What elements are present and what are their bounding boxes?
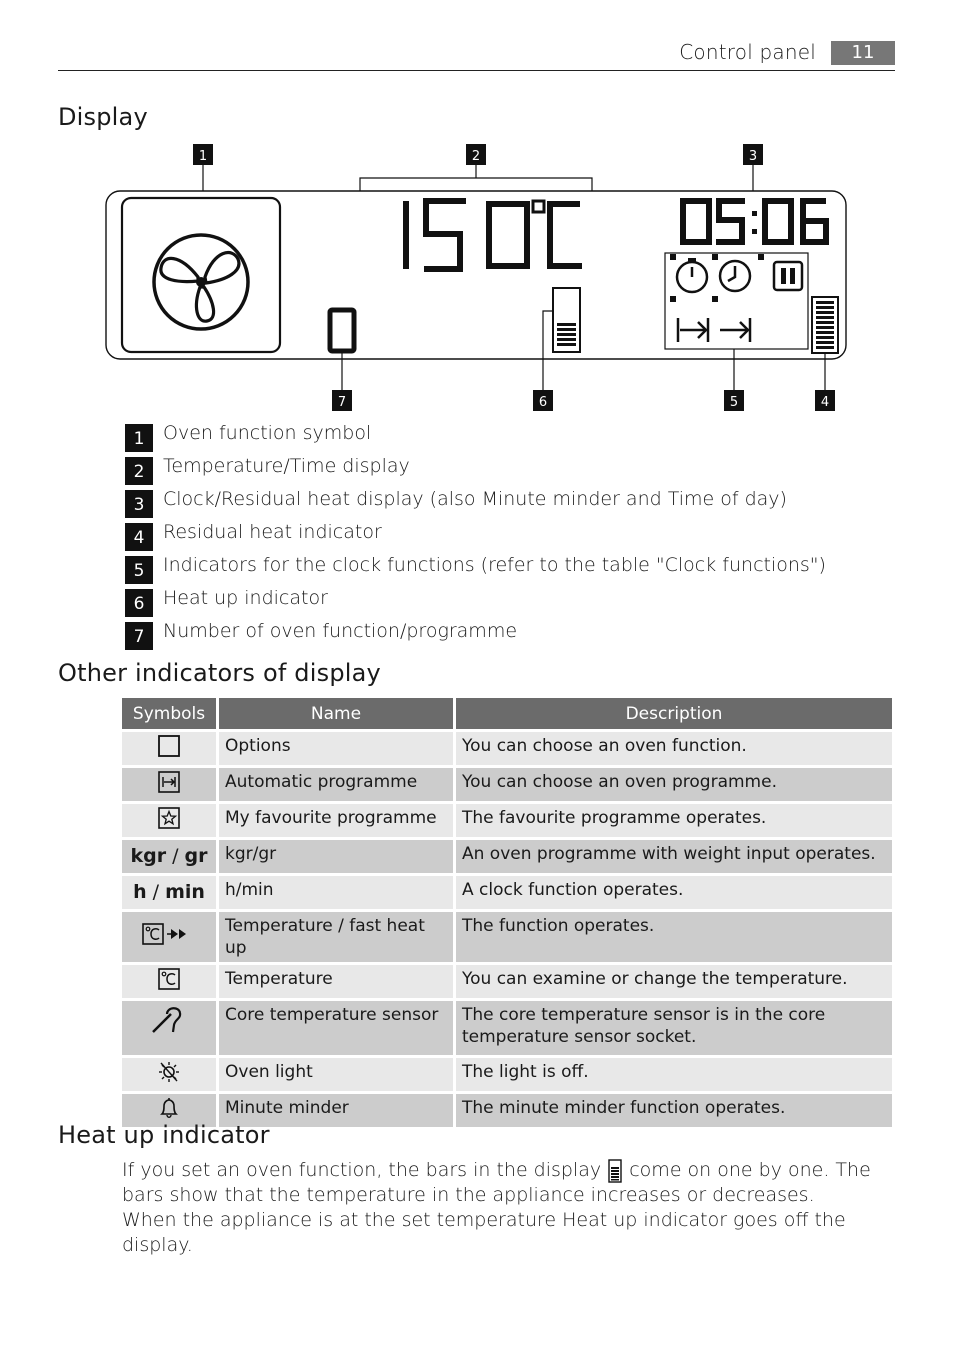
indicators-table [122, 698, 895, 1130]
callout-3 [743, 144, 763, 198]
callout-1 [193, 144, 213, 198]
name-cell: Minute minder [219, 1094, 456, 1130]
heat-bars-icon [607, 1159, 623, 1183]
description-cell: You can choose an oven function. [456, 732, 895, 768]
name-cell: Core temperature sensor [219, 1001, 456, 1058]
legend-text: Heat up indicator [163, 587, 328, 609]
callout-3-label: 3 [748, 149, 758, 164]
legend-number: 2 [125, 457, 153, 485]
description-cell: A clock function operates. [456, 876, 895, 912]
heat-up-text-3: When the appliance is at the set temperature Heat up indicator goes off the display. [122, 1209, 846, 1256]
description-cell: The function operates. [456, 912, 895, 965]
display-diagram [0, 0, 954, 420]
legend-number: 1 [125, 424, 153, 452]
callout-6-label: 6 [538, 395, 548, 410]
other-indicators-heading: Other indicators of display [58, 659, 381, 687]
callout-5-label: 5 [729, 395, 739, 410]
symbol-cell [122, 965, 219, 1001]
core-sensor-icon [150, 1005, 188, 1035]
description-cell: The core temperature sensor is in the core temperature sensor socket. [456, 1001, 895, 1058]
callout-1-label: 1 [198, 149, 208, 164]
temperature-fast-heat-icon [141, 922, 197, 946]
page-number: 11 [831, 41, 895, 65]
time-unit-symbol: h / min [133, 881, 205, 903]
callout-4 [815, 353, 835, 411]
symbol-cell [122, 1058, 219, 1094]
options-square-icon [157, 734, 181, 758]
callout-2-label: 2 [471, 149, 481, 164]
legend-text: Indicators for the clock functions (refer to the table "Clock functions") [163, 554, 826, 576]
name-cell: Temperature / fast heat up [219, 912, 456, 965]
symbol-cell [122, 1001, 219, 1058]
heat-up-paragraph [122, 1158, 894, 1258]
col-description: Description [456, 698, 895, 732]
name-cell: kgr/gr [219, 840, 456, 876]
legend-text: Oven function symbol [163, 422, 372, 444]
display-heading: Display [58, 103, 148, 131]
name-cell: Options [219, 732, 456, 768]
legend-text: Clock/Residual heat display (also Minute minder and Time of day) [163, 488, 787, 510]
legend-number: 7 [125, 622, 153, 650]
table-row [122, 840, 895, 876]
table-row [122, 1058, 895, 1094]
table-row [122, 876, 895, 912]
callout-4-label: 4 [820, 395, 830, 410]
automatic-programme-icon [157, 770, 181, 794]
legend-number: 5 [125, 556, 153, 584]
legend-text: Temperature/Time display [163, 455, 410, 477]
description-cell: The light is off. [456, 1058, 895, 1094]
callout-7 [332, 352, 352, 411]
name-cell: h/min [219, 876, 456, 912]
legend-text: Number of oven function/programme [163, 620, 518, 642]
legend-number: 4 [125, 523, 153, 551]
oven-light-off-icon [156, 1059, 182, 1085]
col-symbols: Symbols [122, 698, 219, 732]
name-cell: Temperature [219, 965, 456, 1001]
name-cell: My favourite programme [219, 804, 456, 840]
legend-text: Residual heat indicator [163, 521, 382, 543]
symbol-cell [122, 768, 219, 804]
description-cell: An oven programme with weight input operates. [456, 840, 895, 876]
heat-up-text-2: come on one by one. The bars show that the temperature in the appliance increases or decreases. [122, 1159, 871, 1206]
symbol-cell [122, 804, 219, 840]
weight-unit-symbol: kgr / gr [130, 845, 208, 867]
description-cell: You can examine or change the temperature. [456, 965, 895, 1001]
symbol-cell [122, 840, 219, 876]
table-header-row [122, 698, 895, 732]
residual-heat-bars [812, 297, 838, 353]
symbol-cell [122, 912, 219, 965]
table-row [122, 732, 895, 768]
col-name: Name [219, 698, 456, 732]
table-row [122, 1001, 895, 1058]
table-row [122, 768, 895, 804]
description-cell: The minute minder function operates. [456, 1094, 895, 1130]
bell-icon [157, 1096, 181, 1120]
temperature-icon [157, 967, 181, 991]
symbol-cell [122, 732, 219, 768]
table-row [122, 804, 895, 840]
name-cell: Automatic programme [219, 768, 456, 804]
legend-number: 3 [125, 490, 153, 518]
table-row [122, 912, 895, 965]
section-title: Control panel [679, 40, 816, 64]
name-cell: Oven light [219, 1058, 456, 1094]
description-cell: You can choose an oven programme. [456, 768, 895, 804]
symbol-cell [122, 876, 219, 912]
heat-up-bars [553, 288, 580, 352]
callout-7-label: 7 [337, 395, 347, 410]
description-cell: The favourite programme operates. [456, 804, 895, 840]
table-row [122, 965, 895, 1001]
favourite-star-icon [157, 806, 181, 830]
heat-up-heading: Heat up indicator [58, 1121, 270, 1149]
heat-up-text-1: If you set an oven function, the bars in the display [122, 1159, 602, 1181]
legend-number: 6 [125, 589, 153, 617]
